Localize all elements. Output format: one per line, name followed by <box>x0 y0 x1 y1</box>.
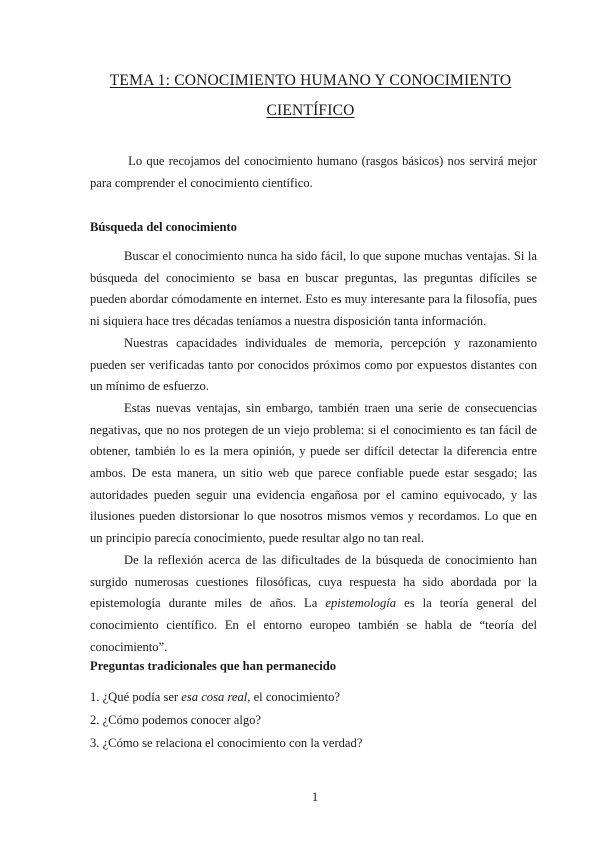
paragraph-2-text: Nuestras capacidades individuales de memoria, percepción y razonamiento pueden ser verificadas tanto por conocidos próximos como por expuestos distantes con un mínimo de esfuerzo. <box>90 335 537 394</box>
section-preguntas <box>90 656 537 678</box>
paragraph-4-text-before: De la reflexión acerca de las dificultades de la búsqueda de conocimiento han surgido numerosas cuestiones filosóficas, cuya respuesta ha sido abordada por la epistemología durante miles de años. La <box>90 552 537 611</box>
section-busqueda <box>90 217 537 239</box>
paragraph-4 <box>90 550 537 659</box>
questions-list <box>90 686 537 755</box>
question-3-text: 3. ¿Cómo se relaciona el conocimiento con la verdad? <box>90 736 363 750</box>
intro-block <box>90 151 537 194</box>
paragraph-4-text-after: es la teoría general del conocimiento científico. En el entorno europeo también se habla de “teoría del conocimiento”. <box>90 596 537 654</box>
page-title-line-1: TEMA 1: CONOCIMIENTO HUMANO Y CONOCIMIENTO <box>109 72 512 89</box>
page-title-line-2: CIENTÍFICO <box>266 102 355 119</box>
intro-text: Lo que recojamos del conocimiento humano (rasgos básicos) nos servirá mejor para comprender el conocimiento científico. <box>90 154 537 190</box>
intro-paragraph <box>90 151 537 194</box>
paragraph-3 <box>90 398 537 550</box>
question-1-emphasis: esa cosa real <box>181 690 248 704</box>
list-item <box>90 686 537 709</box>
section-busqueda-body <box>90 246 537 658</box>
section-heading-busqueda: Búsqueda del conocimiento <box>90 220 237 234</box>
page-number: 1 <box>311 790 319 804</box>
question-1-after: , el conocimiento? <box>247 690 340 704</box>
paragraph-4-emphasis: epistemología <box>325 596 397 611</box>
paragraph-3-text: Estas nuevas ventajas, sin embargo, también traen una serie de consecuencias negativas, que no nos protegen de un viejo problema: si el conocimiento es tan fácil de obtener, también lo es la mera opinión, y puede ser difícil detectar la diferencia entre ambos. De esta manera, un sitio web que parece confiable puede estar sesgado; las autoridades pueden seguir una evidencia engañosa por el camino equivocado, y las ilusiones pueden distorsionar lo que nosotros mismos vemos y recordamos. Lo que en un principio parecía conocimiento, puede resultar algo no tan real. <box>90 400 537 546</box>
paragraph-2 <box>90 333 537 398</box>
list-item <box>90 732 537 755</box>
paragraph-1 <box>90 246 537 333</box>
section-heading-preguntas: Preguntas tradicionales que han permanecido <box>90 659 337 673</box>
question-2-text: 2. ¿Cómo podemos conocer algo? <box>90 713 262 727</box>
list-item <box>90 709 537 732</box>
question-1-before: 1. ¿Qué podía ser <box>90 690 182 704</box>
paragraph-1-text: Buscar el conocimiento nunca ha sido fácil, lo que supone muchas ventajas. Si la búsqueda del conocimiento se basa en buscar preguntas, las preguntas difíciles se pueden abordar cómodamente en internet. Esto es muy interesante para la filosofía, pues ni siquiera hace tres décadas teníamos a nuestra disposición tanta información. <box>90 249 537 329</box>
